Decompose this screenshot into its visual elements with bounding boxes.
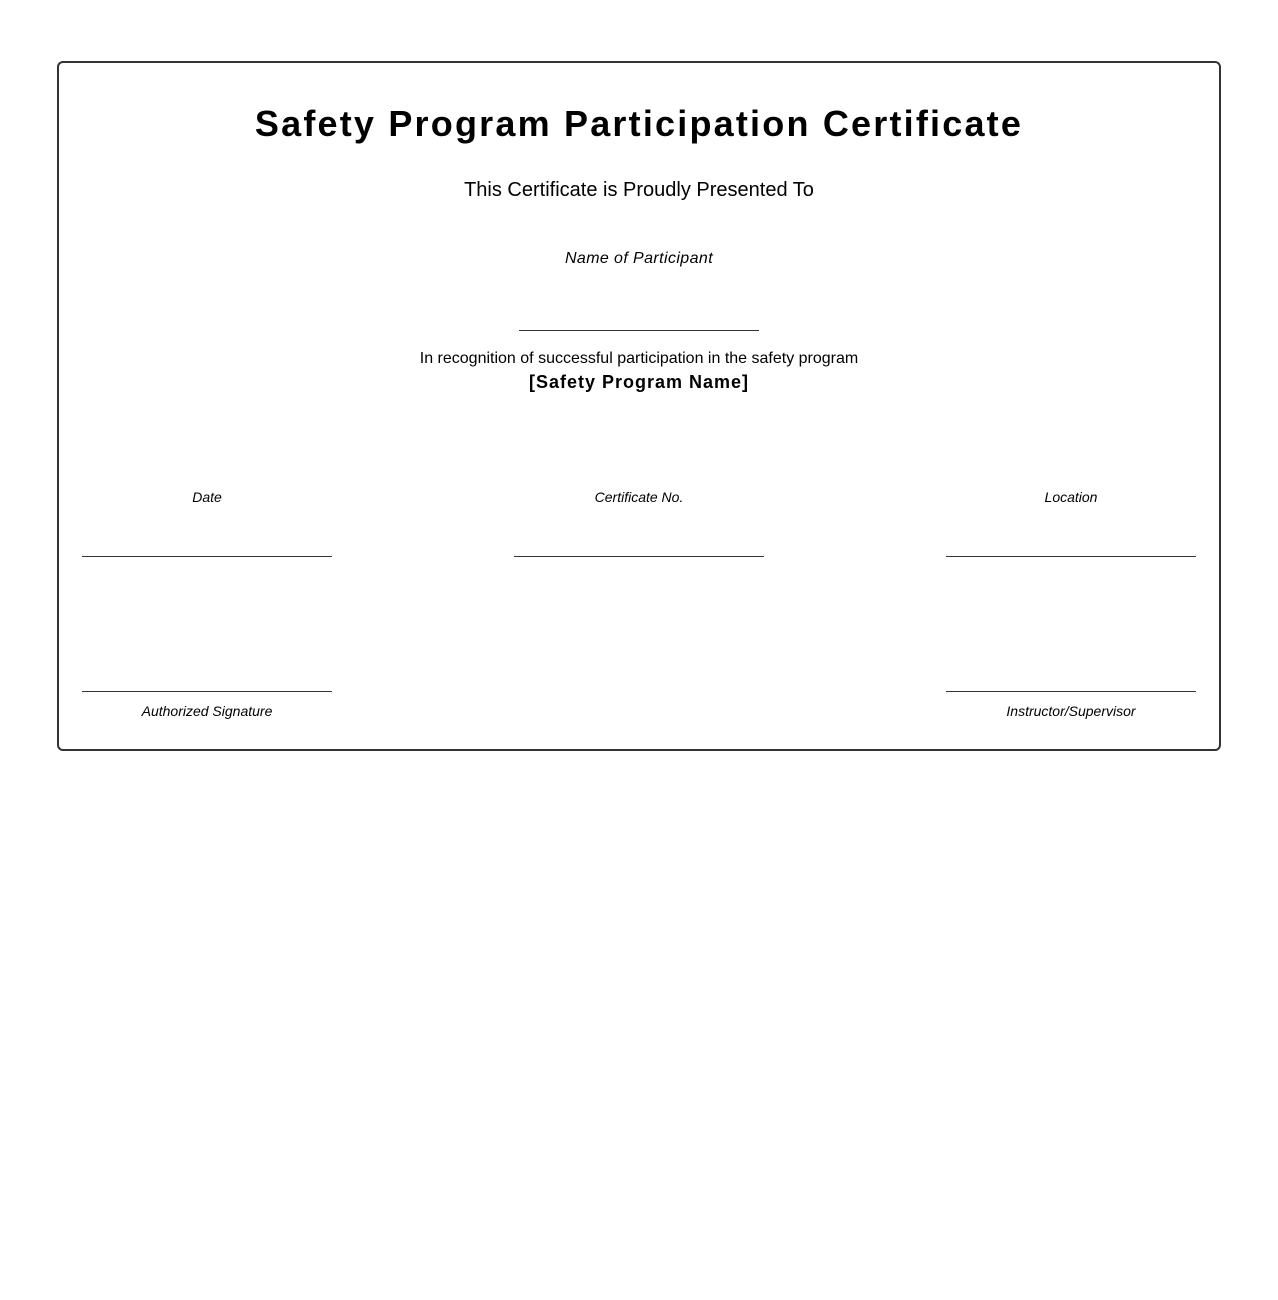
participant-name-label: Name of Participant — [564, 250, 714, 267]
certificate-no-label: Certificate No. — [594, 489, 684, 505]
certificate-no-line[interactable] — [514, 556, 764, 557]
date-line[interactable] — [82, 556, 332, 557]
presented-to-text: This Certificate is Proudly Presented To — [464, 179, 814, 201]
participant-name-line[interactable] — [519, 330, 759, 331]
location-label: Location — [1044, 489, 1098, 505]
program-name: [Safety Program Name] — [528, 372, 750, 392]
authorized-signature-line[interactable] — [82, 691, 332, 692]
recognition-text: In recognition of successful participation in the safety program — [419, 350, 859, 367]
location-line[interactable] — [946, 556, 1196, 557]
certificate — [57, 61, 1221, 751]
date-label: Date — [192, 489, 222, 505]
authorized-signature-label: Authorized Signature — [141, 703, 273, 719]
certificate-title: Safety Program Participation Certificate — [254, 103, 1024, 144]
instructor-signature-label: Instructor/Supervisor — [1006, 703, 1136, 719]
instructor-signature-line[interactable] — [946, 691, 1196, 692]
